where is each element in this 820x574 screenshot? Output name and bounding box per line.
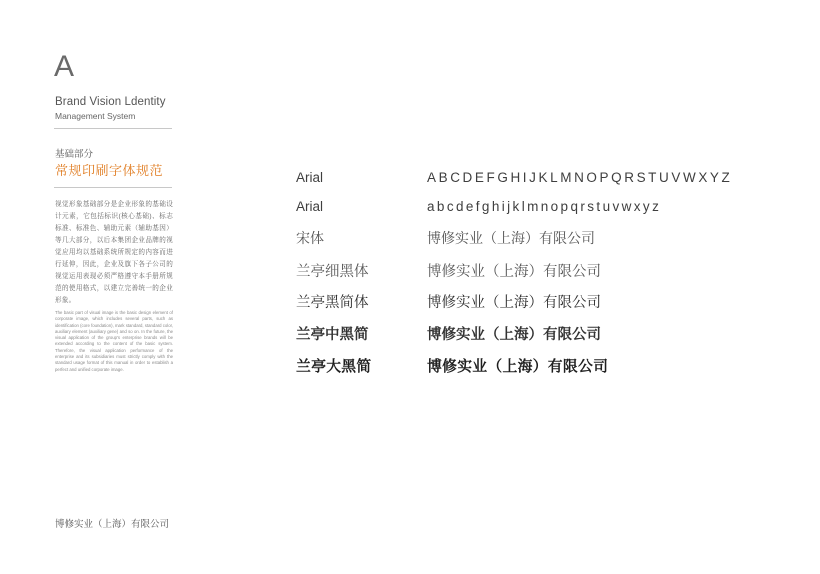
font-row-arial-uppercase: [296, 170, 766, 196]
description-chinese: 视觉形象基础部分是企业形象的基础设计元素，它包括标识(核心基础)、标志标准、标准色、辅助元素（辅助基因）等几大部分，以后本集团企业品牌的视觉应用均以基础系统所规定的内容而进行延伸，因此，企业及旗下各子公司的视觉运用表现必须严格遵守本手册所规范的使用格式，以建立完善统一的企业形象。: [55, 201, 173, 304]
footer-company-name: 博修实业（上海）有限公司: [55, 519, 170, 530]
font-name: Arial: [296, 199, 324, 214]
font-row-songti: [296, 228, 766, 254]
brand-title: Brand Vision Ldentity: [55, 96, 166, 108]
brand-subtitle: Management System: [55, 111, 136, 121]
divider-top: [54, 128, 172, 129]
font-name: 兰亭大黑简: [296, 359, 372, 375]
font-row-lanting-heavy-black: [296, 355, 766, 381]
section-letter: A: [54, 50, 75, 83]
font-row-arial-lowercase: [296, 199, 766, 225]
font-name: 兰亭黑简体: [296, 295, 369, 311]
font-row-lanting-black: [296, 291, 766, 317]
category-title: 常规印刷字体规范: [55, 163, 164, 178]
font-sample: abcdefghijklmnopqrstuvwxyz: [427, 199, 662, 214]
font-sample: 博修实业（上海）有限公司: [427, 264, 601, 280]
font-name: 兰亭中黑简: [296, 327, 369, 343]
font-name: 宋体: [296, 231, 324, 247]
font-sample: 博修实业（上海）有限公司: [427, 295, 601, 311]
category-label: 基础部分: [55, 149, 94, 160]
font-sample: 博修实业（上海）有限公司: [427, 327, 601, 343]
sidebar: [54, 0, 172, 574]
font-sample: 博修实业（上海）有限公司: [427, 231, 595, 247]
font-row-lanting-medium-black: [296, 323, 766, 349]
divider-bottom: [54, 187, 172, 188]
font-name: 兰亭细黑体: [296, 264, 369, 280]
font-row-lanting-thin: [296, 260, 766, 286]
font-sample: 博修实业（上海）有限公司: [427, 359, 609, 375]
font-name: Arial: [296, 170, 324, 185]
description-english: The basic part of visual image is the basic design element of corporate image, which includes several parts, such as identification (core foundation), mark standard, standard color, auxiliary element (auxiliary gene) and so on. In the future, the visual application of the group's enterprise brands will be extended according to the content of the basic system. Therefore, the visual application performance of the enterprise and its subsidiaries must strictly comply with the standard usage format of this manual in order to establish a perfect and unified corporate image.: [55, 310, 173, 372]
font-sample: ABCDEFGHIJKLMNOPQRSTUVWXYZ: [427, 170, 733, 185]
